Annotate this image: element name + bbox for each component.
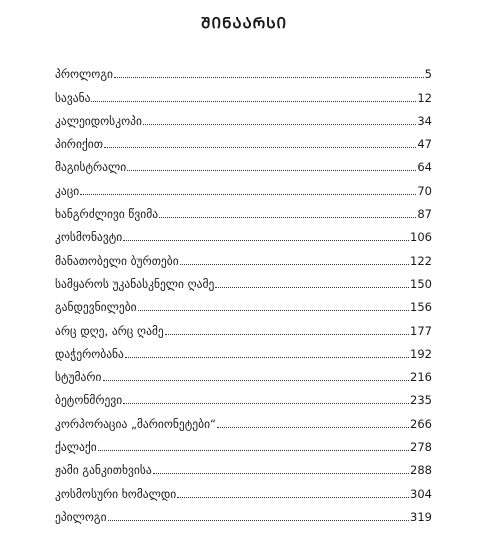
toc-entry[interactable] [55,174,432,197]
dot-leader [215,287,409,288]
toc-entry[interactable] [55,501,432,524]
dot-leader [104,147,416,148]
toc-entry[interactable] [55,477,432,500]
dot-leader [123,403,409,404]
toc-entry-page-number: 64 [417,160,432,175]
toc-entry[interactable] [55,338,432,361]
toc-entry[interactable] [55,384,432,407]
toc-entry[interactable] [55,151,432,174]
dot-leader [114,77,424,78]
toc-entry-title: სამყაროს უკანასკნელი ღამე [55,276,215,291]
toc-entry-page-number: 5 [424,67,432,82]
dot-leader [123,240,409,241]
toc-entry[interactable] [55,431,432,454]
toc-entry-page-number: 288 [410,463,432,478]
toc-entry-page-number: 319 [410,509,432,524]
toc-entry-title: კოსმოსური ხომალდი [55,486,177,501]
toc-entry[interactable] [55,244,432,267]
toc-entry-page-number: 304 [410,486,432,501]
toc-entry-title: ხანგრძლივი წვიმა [55,207,159,222]
dot-leader [177,497,409,498]
dot-leader [153,473,409,474]
toc-entry[interactable] [55,58,432,81]
toc-entry-page-number: 235 [410,393,432,408]
dot-leader [180,264,409,265]
toc-entry[interactable] [55,198,432,221]
toc-entry[interactable] [55,407,432,430]
dot-leader [103,380,410,381]
toc-list [55,58,432,524]
toc-title: ᲨᲘᲜᲐᲐᲠᲡᲘ [200,14,288,32]
toc-entry-title: განდევნილები [55,300,137,315]
toc-entry[interactable] [55,81,432,104]
toc-entry-page-number: 177 [410,323,432,338]
toc-entry-page-number: 47 [417,137,432,152]
toc-entry-page-number: 12 [417,90,432,105]
toc-entry[interactable] [55,314,432,337]
toc-entry-title: არც დღე, არც ღამე [55,323,164,338]
toc-entry-title: კაცი [55,183,80,198]
toc-entry-title: სავანა [55,90,91,105]
toc-entry[interactable] [55,105,432,128]
dot-leader [98,450,409,451]
dot-leader [80,194,416,195]
toc-entry-title: დაჭერობანა [55,346,124,361]
toc-entry-page-number: 106 [410,230,432,245]
toc-entry[interactable] [55,454,432,477]
toc-entry-title: კალეიდოსკოპი [55,113,142,128]
dot-leader [91,101,416,102]
dot-leader [159,217,416,218]
toc-entry-title: ჟამი განკითხვისა [55,463,152,478]
toc-entry-title: კორპორაცია „მარიონეტები“ [55,416,216,431]
toc-entry-page-number: 278 [410,440,432,455]
toc-entry-page-number: 34 [417,113,432,128]
dot-leader [138,310,409,311]
toc-entry-page-number: 192 [410,346,432,361]
toc-entry-title: ბეტონმრევი [55,393,123,408]
toc-entry[interactable] [55,361,432,384]
dot-leader [143,124,416,125]
toc-entry-page-number: 156 [410,300,432,315]
toc-entry-title: პროლოგი [55,67,113,82]
dot-leader [165,334,409,335]
toc-entry-title: მაგისტრალი [55,160,127,175]
toc-entry-page-number: 150 [410,276,432,291]
toc-entry-title: ეპილოგი [55,509,107,524]
toc-entry-title: სტუმარი [55,370,102,385]
dot-leader [127,170,416,171]
toc-entry[interactable] [55,291,432,314]
toc-entry-page-number: 122 [410,253,432,268]
dot-leader [217,427,409,428]
toc-entry-page-number: 87 [417,207,432,222]
dot-leader [125,357,409,358]
dot-leader [108,520,409,521]
toc-entry[interactable] [55,221,432,244]
toc-entry-title: ქალაქი [55,440,97,455]
toc-entry-page-number: 266 [410,416,432,431]
toc-entry[interactable] [55,128,432,151]
toc-entry-page-number: 70 [417,183,432,198]
toc-entry[interactable] [55,268,432,291]
toc-entry-title: კოსმონავტი [55,230,123,245]
toc-entry-page-number: 216 [410,370,432,385]
toc-entry-title: მანათობელი ბურთები [55,253,179,268]
toc-entry-title: პირიქით [55,137,103,152]
